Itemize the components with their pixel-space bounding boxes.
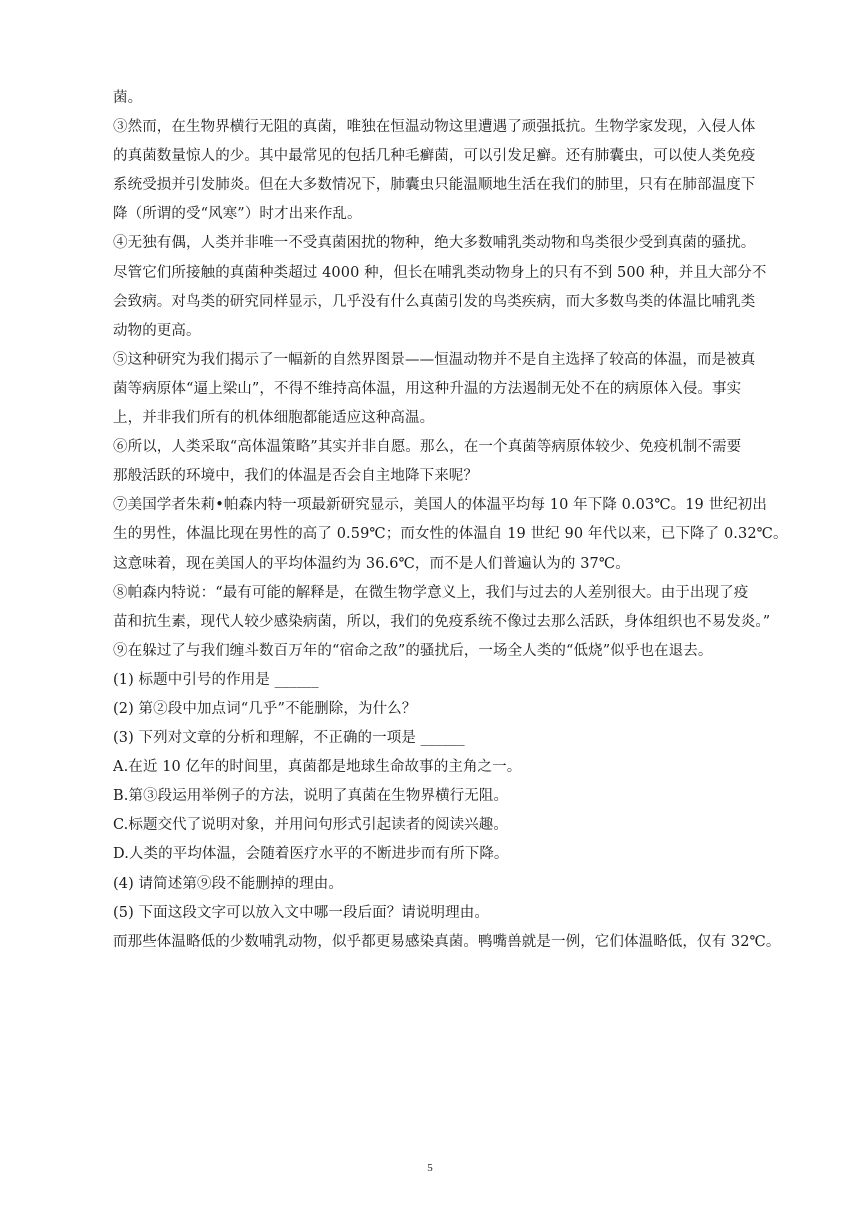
text-line: ③然而，在生物界横行无阻的真菌，唯独在恒温动物这里遭遇了顽强抵抗。生物学家发现，入侵人体	[113, 119, 756, 136]
text-line: ⑧帕森内特说：“最有可能的解释是，在微生物学意义上，我们与过去的人差别很大。由于出现了疫	[113, 584, 749, 601]
text-line: ⑤这种研究为我们揭示了一幅新的自然界图景——恒温动物并不是自主选择了较高的体温，而是被真	[113, 351, 756, 368]
document-body	[113, 84, 788, 957]
text-line: 菌等病原体“逼上梁山”，不得不维持高体温，用这种升温的方法遏制无处不在的病原体入侵。事实	[113, 380, 742, 397]
text-line: 菌。	[113, 90, 143, 106]
text-line: 尽管它们所接触的真菌种类超过 4000 种，但长在哺乳类动物身上的只有不到 500 种，并且大部分不	[113, 264, 767, 281]
text-line: 上，并非我们所有的机体细胞都能适应这种高温。	[113, 410, 435, 427]
text-line: 降（所谓的受“风寒”）时才出来作乱。	[113, 206, 362, 223]
text-line: 生的男性，体温比现在男性的高了 0.59℃；而女性的体温自 19 世纪 90 年代以来，已下降了 0.32℃。	[113, 526, 788, 543]
question-5: (5) 下面这段文字可以放入文中哪一段后面？请说明理由。	[113, 904, 489, 921]
text-line: ④无独有偶，人类并非唯一不受真菌困扰的物种，绝大多数哺乳类动物和鸟类很少受到真菌的骚扰。	[113, 235, 756, 252]
option-c: C.标题交代了说明对象，并用问句形式引起读者的阅读兴趣。	[113, 817, 508, 834]
question-3: (3) 下列对文章的分析和理解，不正确的一项是 ______	[113, 730, 465, 747]
option-d: D.人类的平均体温，会随着医疗水平的不断进步而有所下降。	[113, 846, 509, 863]
option-b: B.第③段运用举例子的方法，说明了真菌在生物界横行无阻。	[113, 788, 509, 805]
option-a: A.在近 10 亿年的时间里，真菌都是地球生命故事的主角之一。	[113, 759, 522, 776]
text-line: 会致病。对鸟类的研究同样显示，几乎没有什么真菌引发的鸟类疾病，而大多数鸟类的体温比哺乳类	[113, 293, 756, 310]
text-line: 动物的更高。	[113, 322, 201, 339]
page-number: 5	[427, 1162, 433, 1174]
text-line: ⑥所以，人类采取“高体温策略”其实并非自愿。那么，在一个真菌等病原体较少、免疫机制不需要	[113, 439, 742, 456]
text-line: 系统受损并引发肺炎。但在大多数情况下，肺囊虫只能温顺地生活在我们的肺里，只有在肺部温度下	[113, 177, 756, 194]
text-line: 的真菌数量惊人的少。其中最常见的包括几种毛癣菌，可以引发足癣。还有肺囊虫，可以使人类免疫	[113, 148, 756, 165]
question-1: (1) 标题中引号的作用是 ______	[113, 671, 319, 688]
question-2: (2) 第②段中加点词“几乎”不能删除，为什么？	[113, 700, 417, 717]
text-line: ⑦美国学者朱莉•帕森内特一项最新研究显示，美国人的体温平均每 10 年下降 0.03℃。19 世纪初出	[113, 497, 767, 514]
text-line: ⑨在躲过了与我们缠斗数百万年的“宿命之敌”的骚扰后，一场全人类的“低烧”似乎也在退去。	[113, 642, 713, 659]
text-line: 苗和抗生素，现代人较少感染病菌，所以，我们的免疫系统不像过去那么活跃，身体组织也不易发炎。”	[113, 613, 771, 630]
question-4: (4) 请简述第⑨段不能删掉的理由。	[113, 875, 343, 892]
text-line: 而那些体温略低的少数哺乳动物，似乎都更易感染真菌。鸭嘴兽就是一例，它们体温略低，仅有 32℃。	[113, 933, 781, 950]
text-line: 那般活跃的环境中，我们的体温是否会自主地降下来呢？	[113, 468, 478, 485]
text-line: 这意味着，现在美国人的平均体温约为 36.6℃，而不是人们普遍认为的 37℃。	[113, 555, 630, 572]
